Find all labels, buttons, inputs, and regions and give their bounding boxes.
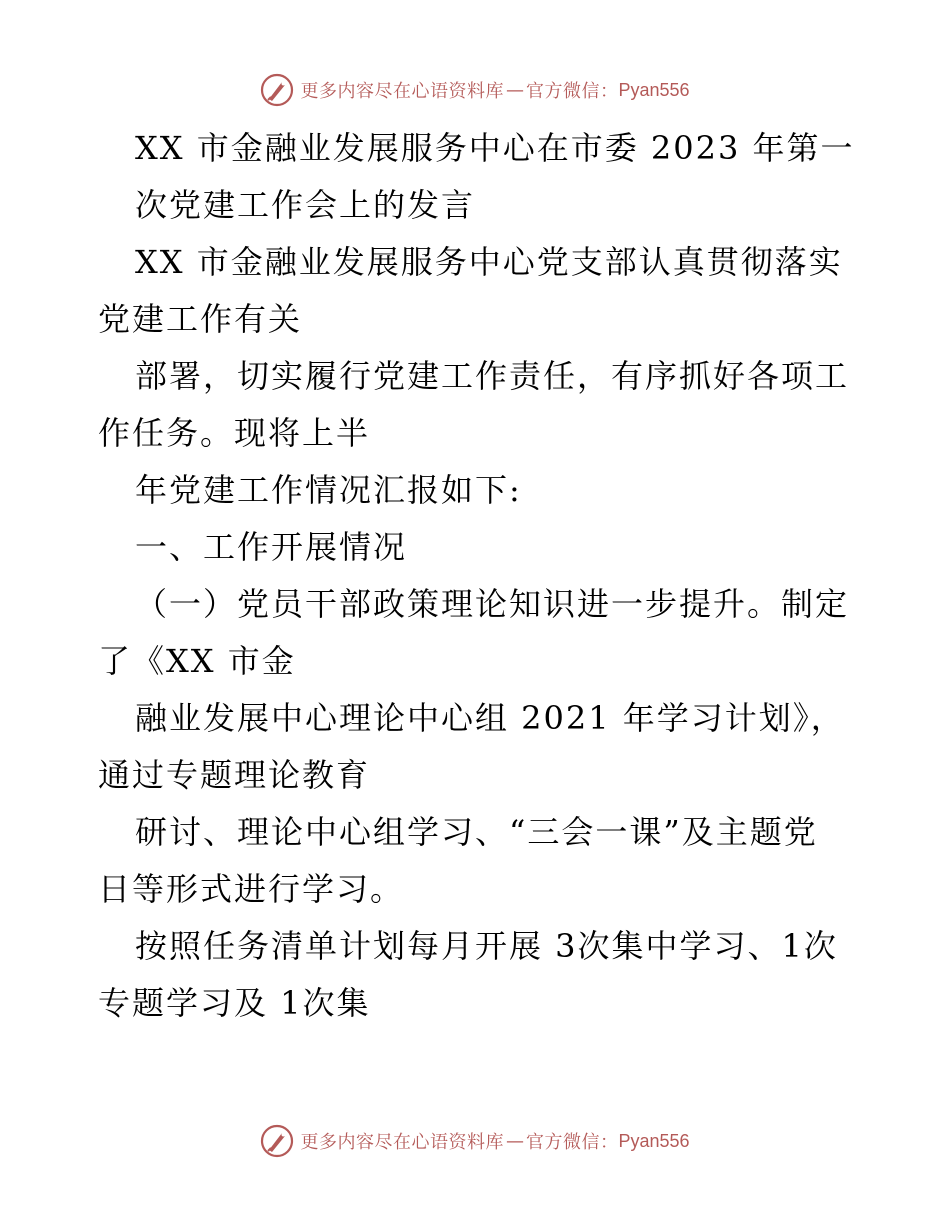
- paragraph-line: （一）党员干部政策理论知识进一步提升。制定: [135, 585, 850, 623]
- paragraph-line: 作任务。现将上半: [98, 414, 371, 452]
- paragraph-line: 部署，切实履行党建工作责任，有序抓好各项工: [135, 357, 850, 395]
- paragraph-line: 了《XX 市金: [98, 642, 296, 680]
- watermark-separator: —: [505, 1130, 524, 1152]
- header-watermark: [0, 70, 950, 110]
- watermark-wechat-id: Pyan556: [618, 1130, 690, 1151]
- paragraph-line: 融业发展中心理论中心组 2021 年学习计划》，: [135, 699, 845, 737]
- watermark-wechat-id: Pyan556: [618, 79, 690, 100]
- watermark-separator: —: [505, 79, 524, 101]
- paragraph-line: 通过专题理论教育: [98, 756, 371, 794]
- watermark-wechat-label: 官方微信：: [525, 1132, 619, 1153]
- quill-pen-logo-icon: [260, 1124, 294, 1158]
- paragraph-line: 年党建工作情况汇报如下:: [135, 471, 522, 509]
- paragraph-line: 研讨、理论中心组学习、“三会一课”及主题党: [135, 813, 818, 851]
- paragraph-line: 党建工作有关: [98, 300, 303, 338]
- document-body: [0, 120, 950, 1032]
- paragraph-line: 按照任务清单计划每月开展 3次集中学习、1次: [135, 927, 838, 965]
- footer-watermark: [0, 1121, 950, 1161]
- watermark-site-text: 更多内容尽在心语资料库: [300, 81, 504, 102]
- document-title-line-1: XX 市金融业发展服务中心在市委 2023 年第一: [135, 129, 855, 167]
- watermark-wechat-label: 官方微信：: [525, 81, 619, 102]
- document-title-line-2: 次党建工作会上的发言: [135, 186, 476, 224]
- watermark-site-text: 更多内容尽在心语资料库: [300, 1132, 504, 1153]
- paragraph-line: 日等形式进行学习。: [98, 870, 405, 908]
- quill-pen-logo-icon: [260, 73, 294, 107]
- section-heading: 一、工作开展情况: [135, 528, 408, 566]
- paragraph-line: 专题学习及 1次集: [98, 984, 371, 1022]
- paragraph-line: XX 市金融业发展服务中心党支部认真贯彻落实: [135, 243, 843, 281]
